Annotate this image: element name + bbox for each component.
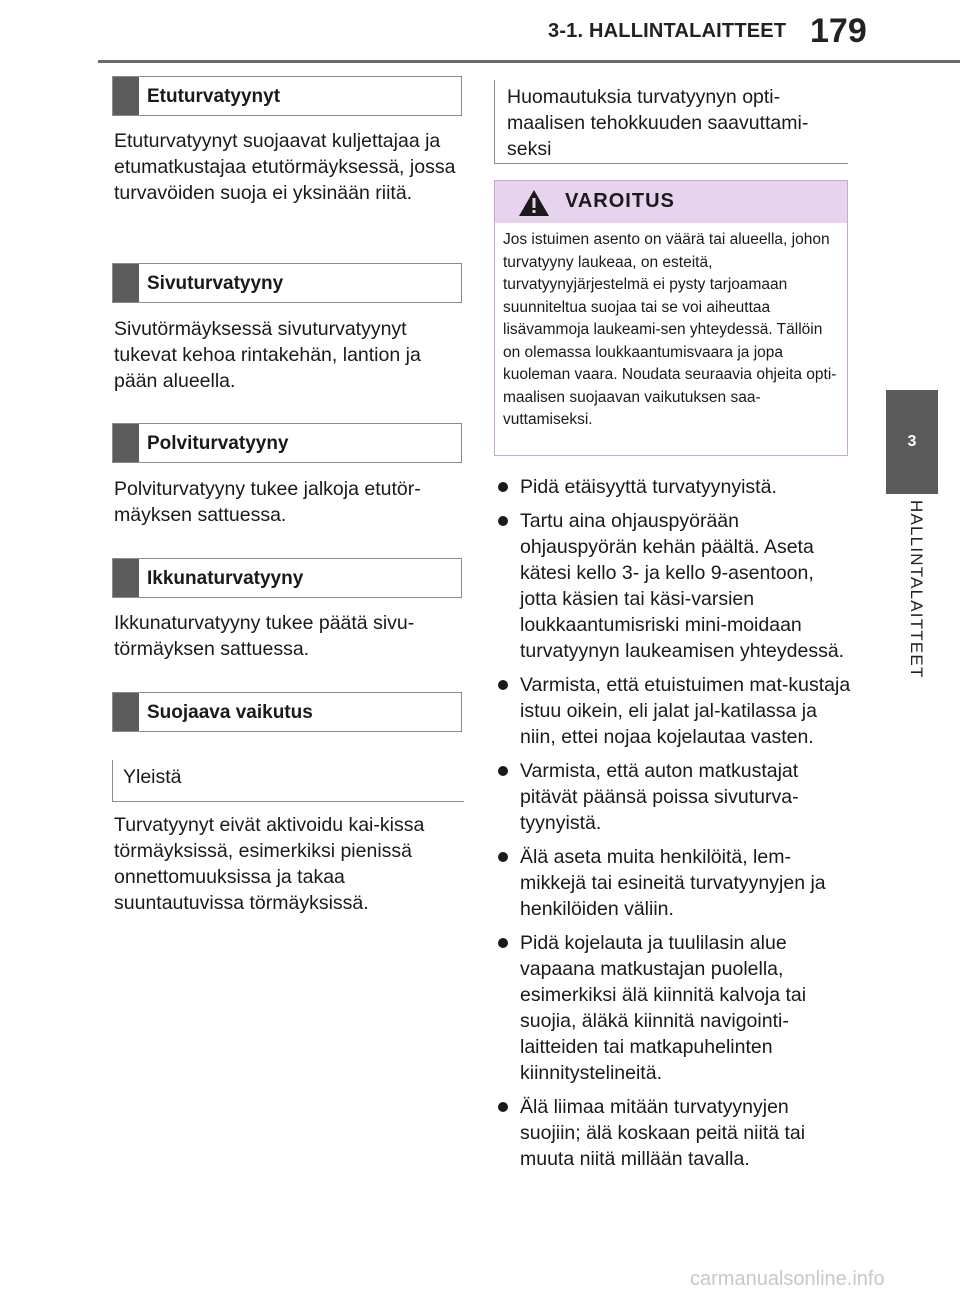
subheading-general: [112, 760, 464, 802]
watermark: carmanualsonline.info: [690, 1268, 885, 1290]
list-item-text: Varmista, että auton matkustajat pitävät päänsä poissa sivuturva-tyynyistä.: [520, 760, 799, 834]
list-item: [494, 758, 854, 836]
list-item: [494, 1094, 854, 1172]
note-heading-box: [494, 80, 848, 164]
chapter-number: 3: [907, 433, 917, 450]
bullet-icon: [498, 1102, 508, 1112]
list-item-text: Älä liimaa mitään turvatyynyjen suojiin; älä koskaan peitä niitä tai muuta niitä millään tavalla.: [520, 1096, 806, 1170]
list-item: [494, 474, 854, 500]
chapter-tab[interactable]: [886, 390, 938, 494]
bullet-icon: [498, 766, 508, 776]
section-body: Sivutörmäyksessä sivuturvatyynyt tukevat kehoa rintakehän, lantion ja pään alueella.: [114, 318, 421, 392]
section-heading-protective-effect: [112, 692, 462, 732]
heading-marker: [113, 77, 139, 115]
section-heading-text: Polviturvatyyny: [147, 433, 289, 454]
bullet-icon: [498, 482, 508, 492]
heading-marker: [113, 424, 139, 462]
warning-box: [494, 180, 848, 456]
subheading-text: Yleistä: [123, 766, 182, 788]
list-item: [494, 672, 854, 750]
list-item: [494, 844, 854, 922]
warning-header: [495, 181, 847, 223]
section-heading-curtain-airbag: [112, 558, 462, 598]
warning-triangle-icon: [517, 188, 551, 218]
heading-marker: [113, 693, 139, 731]
list-item-text: Älä aseta muita henkilöitä, lem-mikkejä tai esineitä turvatyynyjen ja henkilöiden väliin.: [520, 846, 826, 920]
general-body: Turvatyynyt eivät aktivoidu kai-kissa törmäyksissä, esimerkiksi pienissä onnettomuuksissa ja takaa suuntautuvissa törmäyksissä.: [114, 814, 425, 914]
list-item-text: Pidä kojelauta ja tuulilasin alue vapaana matkustajan puolella, esimerkiksi älä kiinnitä kalvoja tai suojia, äläkä kiinnitä navigointi-laitteiden tai matkapuhelinten kiinnitystelineitä.: [520, 932, 807, 1084]
section-heading-text: Suojaava vaikutus: [147, 702, 313, 723]
chapter-label-text: HALLINTALAITTEET: [907, 500, 926, 679]
bullet-icon: [498, 938, 508, 948]
instruction-list: [494, 474, 854, 1180]
bullet-icon: [498, 852, 508, 862]
section-heading-front-airbags: [112, 76, 462, 116]
heading-marker: [113, 264, 139, 302]
list-item-text: Pidä etäisyyttä turvatyynyistä.: [520, 476, 777, 498]
list-item-text: Varmista, että etuistuimen mat-kustaja istuu oikein, eli jalat jal-katilassa ja niin, ettei nojaa kojelautaa vasten.: [520, 674, 851, 748]
page-number: 179: [810, 12, 867, 50]
section-heading-text: Etuturvatyynyt: [147, 86, 281, 107]
bullet-icon: [498, 516, 508, 526]
section-body: Ikkunaturvatyyny tukee päätä sivu-törmäyksen sattuessa.: [114, 612, 415, 660]
section-heading-knee-airbag: [112, 423, 462, 463]
header-divider: [98, 60, 960, 63]
list-item-text: Tartu aina ohjauspyörään ohjauspyörän kehän päältä. Aseta kätesi kello 3- ja kello 9-asentoon, jotta käsien tai käsi-varsien loukkaantumisriski mini-moidaan turvatyynyn laukeamisen yhteydessä.: [520, 510, 845, 662]
heading-marker: [113, 559, 139, 597]
note-heading: Huomautuksia turvatyynyn opti-maalisen tehokkuuden saavuttami-seksi: [507, 86, 809, 160]
chapter-label: [896, 500, 926, 710]
list-item: [494, 930, 854, 1086]
list-item: [494, 508, 854, 664]
section-title: 3-1. HALLINTALAITTEET: [548, 20, 787, 42]
section-body: Etuturvatyynyt suojaavat kuljettajaa ja etumatkustajaa etutörmäyksessä, jossa turvavöiden suoja ei yksinään riitä.: [114, 130, 456, 204]
warning-label: VAROITUS: [565, 190, 675, 212]
section-heading-text: Sivuturvatyyny: [147, 273, 284, 294]
section-heading-side-airbag: [112, 263, 462, 303]
section-body: Polviturvatyyny tukee jalkoja etutör-mäyksen sattuessa.: [114, 478, 421, 526]
warning-text: Jos istuimen asento on väärä tai alueella, johon turvatyyny laukeaa, on esteitä, turvatyynyjärjestelmä ei pysty tarjoamaan suunniteltua suojaa tai se voi aiheuttaa lisävammoja laukeami-sen yhteydessä. Tällöin on olemassa loukkaantumisvaara ja jopa kuoleman vaara. Noudata seuraavia ohjeita opti-maalisen suojaavan vaikutuksen saa-vuttamiseksi.: [503, 231, 837, 428]
bullet-icon: [498, 680, 508, 690]
section-heading-text: Ikkunaturvatyyny: [147, 568, 304, 589]
